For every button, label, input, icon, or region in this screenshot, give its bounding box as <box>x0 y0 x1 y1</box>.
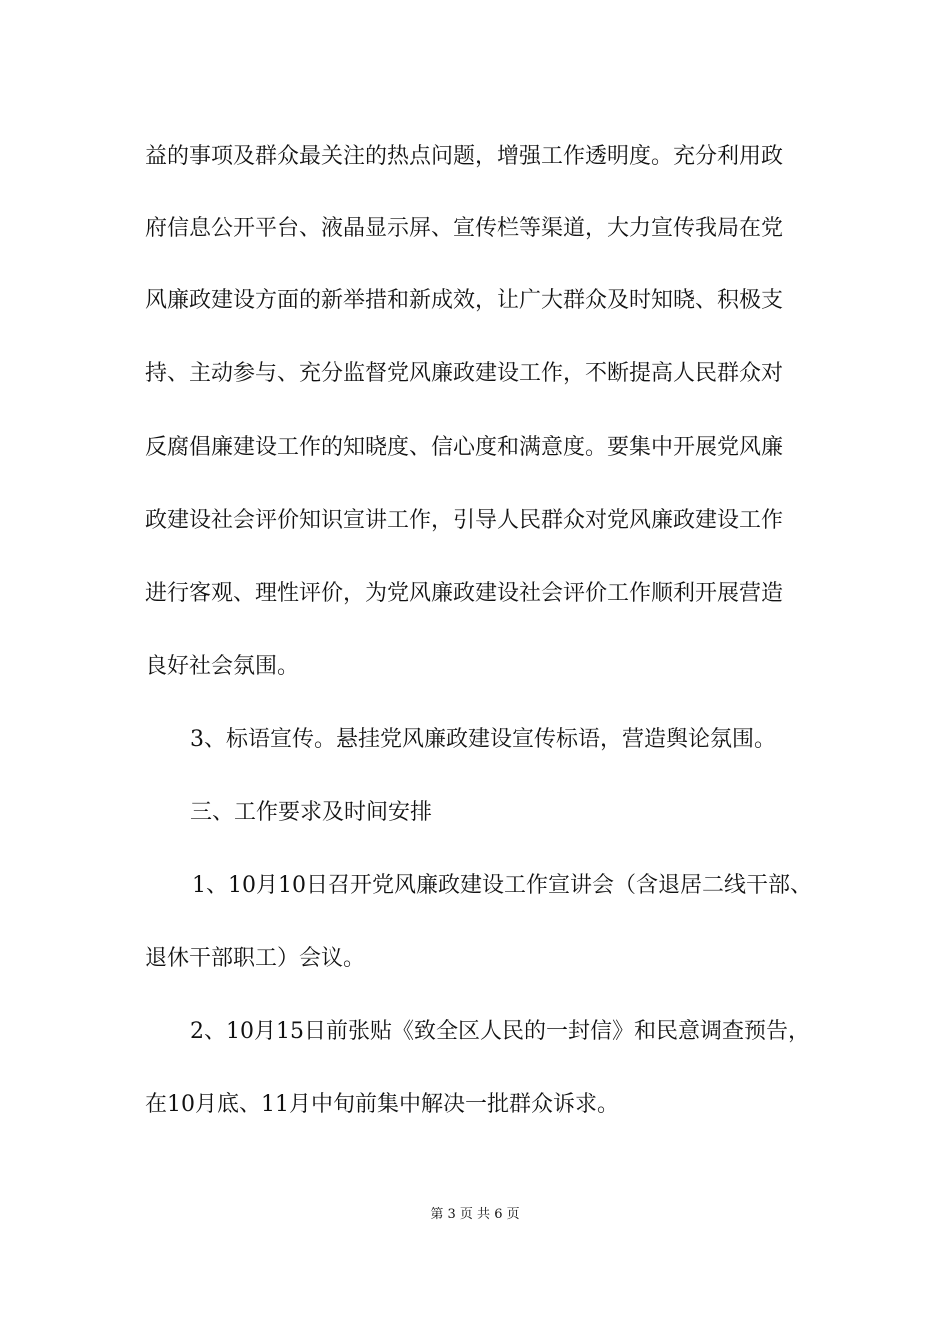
paragraph-line: 持、主动参与、充分监督党风廉政建设工作，不断提高人民群众对 <box>145 361 784 386</box>
paragraph-line: 良好社会氛围。 <box>145 654 300 679</box>
slogan-paragraph: 3、标语宣传。悬挂党风廉政建设宣传标语，营造舆论氛围。 <box>190 727 776 752</box>
paragraph-line: 政建设社会评价知识宣讲工作，引导人民群众对党风廉政建设工作 <box>145 508 784 533</box>
paragraph-line: 进行客观、理性评价，为党风廉政建设社会评价工作顺利开展营造 <box>145 581 784 606</box>
paragraph-line: 反腐倡廉建设工作的知晓度、信心度和满意度。要集中开展党风廉 <box>145 435 784 460</box>
section-heading: 三、工作要求及时间安排 <box>190 800 433 825</box>
schedule-item-1-line: 退休干部职工）会议。 <box>145 946 366 971</box>
page-number-footer: 第 3 页 共 6 页 <box>430 1207 520 1222</box>
schedule-item-2-line: 2、10月15日前张贴《致全区人民的一封信》和民意调查预告， <box>190 1019 810 1044</box>
schedule-item-1-line: 1、10月10日召开党风廉政建设工作宣讲会（含退居二线干部、 <box>192 873 812 898</box>
schedule-item-2-line: 在10月底、11月中旬前集中解决一批群众诉求。 <box>145 1092 619 1117</box>
paragraph-line: 府信息公开平台、液晶显示屏、宣传栏等渠道，大力宣传我局在党 <box>145 216 784 241</box>
paragraph-line: 益的事项及群众最关注的热点问题，增强工作透明度。充分利用政 <box>145 144 784 169</box>
paragraph-line: 风廉政建设方面的新举措和新成效，让广大群众及时知晓、积极支 <box>145 288 784 313</box>
